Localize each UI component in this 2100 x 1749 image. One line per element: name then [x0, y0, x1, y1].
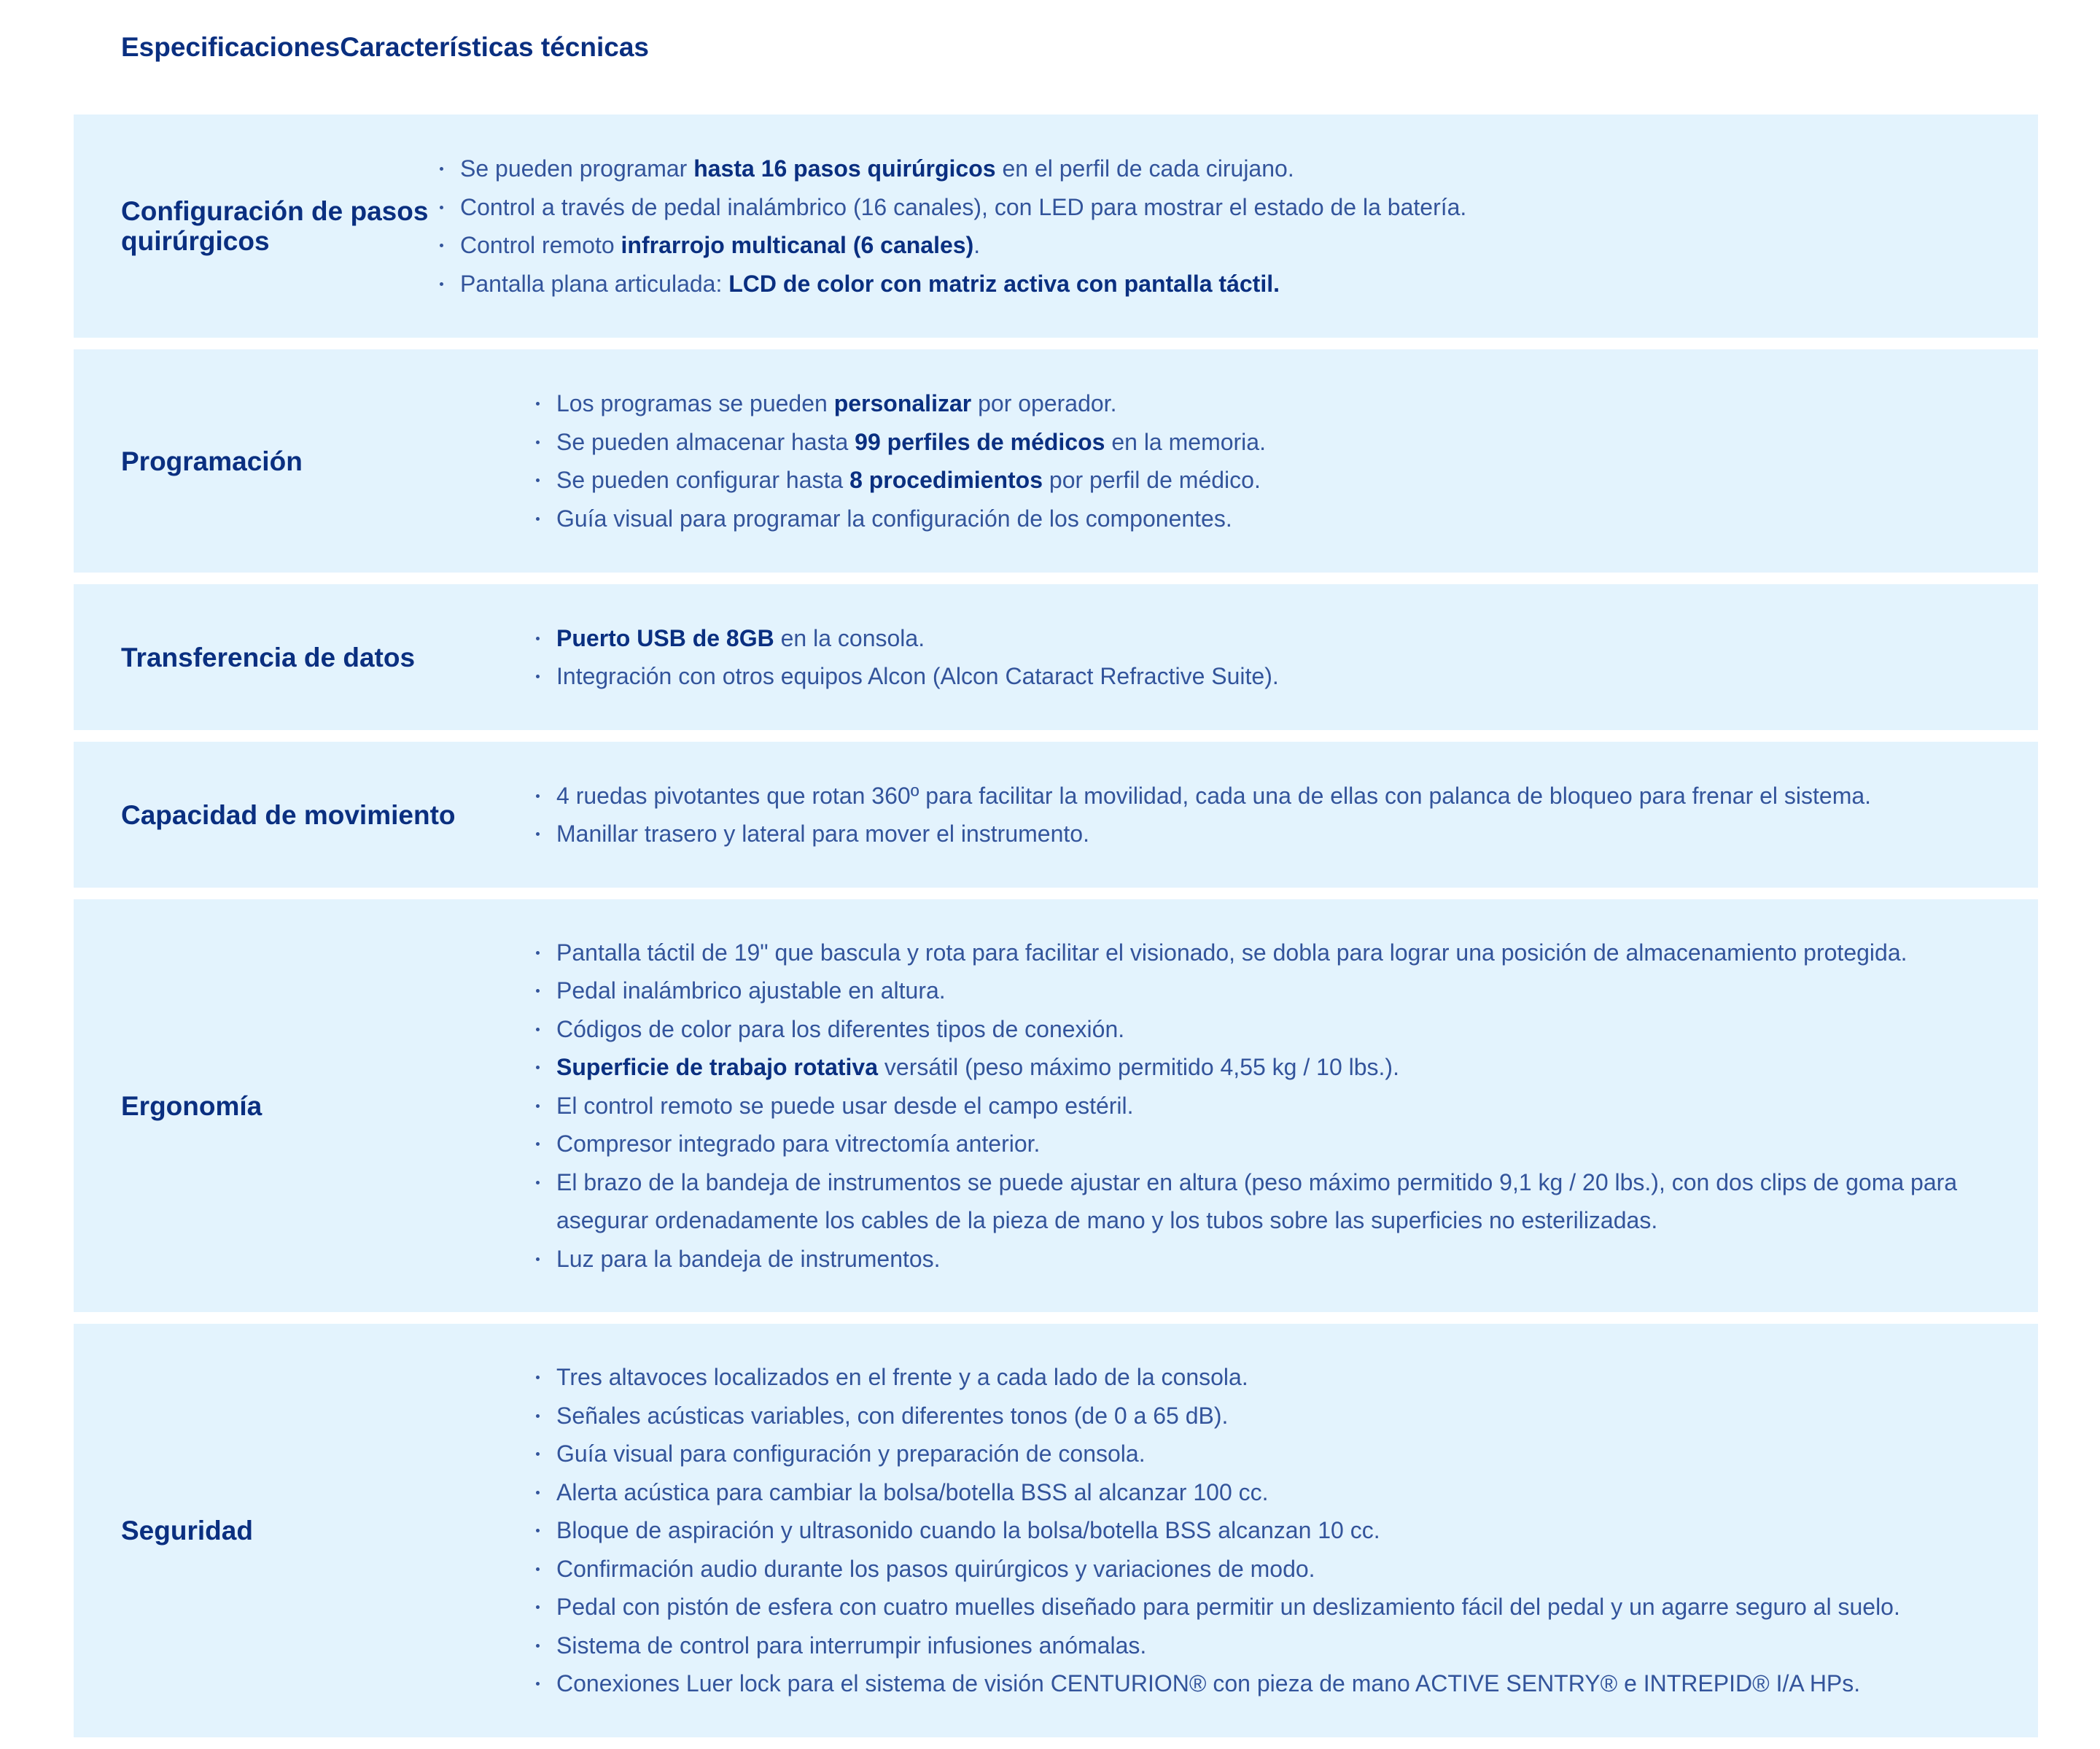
spec-row	[74, 349, 2038, 573]
list-item	[438, 226, 1994, 265]
list-item	[534, 1511, 1994, 1550]
spec-row-label: Configuración de pasos quirúrgicos	[121, 196, 429, 256]
list-item	[534, 815, 1994, 853]
item-text: .	[973, 232, 981, 258]
item-text: en la consola.	[774, 624, 925, 651]
item-text: El control remoto se puede usar desde el campo estéril.	[556, 1092, 1134, 1119]
item-text: en el perfil de cada cirujano.	[995, 155, 1294, 182]
item-text: versátil (peso máximo permitido 4,55 kg / 10 lbs.).	[878, 1054, 1399, 1081]
list-item	[438, 188, 1994, 227]
item-text: Señales acústicas variables, con diferentes tonos (de 0 a 65 dB).	[556, 1402, 1229, 1429]
list-item	[534, 1435, 1994, 1473]
emphasis-text: Puerto USB de 8GB	[556, 624, 774, 651]
item-text: Guía visual para configuración y preparación de consola.	[556, 1440, 1146, 1467]
spec-row-list	[534, 619, 2038, 696]
list-item	[534, 1358, 1994, 1397]
item-text: Alerta acústica para cambiar la bolsa/botella BSS al alcanzar 100 cc.	[556, 1478, 1269, 1505]
list-item	[534, 1163, 1994, 1240]
list-item	[534, 1125, 1994, 1163]
emphasis-text: LCD de color con matriz activa con pantalla táctil.	[728, 270, 1280, 297]
item-text: por operador.	[971, 390, 1117, 416]
spec-row	[74, 899, 2038, 1312]
spec-row-label: Seguridad	[121, 1516, 253, 1546]
list-item	[534, 1473, 1994, 1512]
item-text: Sistema de control para interrumpir infusiones anómalas.	[556, 1632, 1147, 1659]
list-item	[534, 500, 1994, 538]
item-text: Se pueden almacenar hasta	[556, 428, 855, 455]
item-text: El brazo de la bandeja de instrumentos se puede ajustar en altura (peso máximo permitido 9,1 kg / 20 lbs.), con dos clips de goma para asegurar ordenadamente los cables de la pieza de mano y los tubos sobre las superficies no esterilizadas.	[556, 1168, 1958, 1234]
item-text: 4 ruedas pivotantes que rotan 360º para facilitar la movilidad, cada una de ellas con palanca de bloqueo para frenar el sistema.	[556, 782, 1872, 809]
spec-row-label: Programación	[121, 446, 303, 476]
item-text: Pedal con pistón de esfera con cuatro muelles diseñado para permitir un deslizamiento fácil del pedal y un agarre seguro al suelo.	[556, 1594, 1900, 1621]
emphasis-text: 99 perfiles de médicos	[855, 428, 1105, 455]
list-item	[534, 1626, 1994, 1665]
list-item	[534, 777, 1994, 815]
spec-row-label: Ergonomía	[121, 1090, 262, 1121]
list-item	[534, 461, 1994, 500]
emphasis-text: hasta 16 pasos quirúrgicos	[693, 155, 996, 182]
spec-row-list	[534, 934, 2038, 1279]
list-item	[534, 972, 1994, 1010]
item-text: en la memoria.	[1105, 428, 1266, 455]
spec-row-list	[534, 777, 2038, 853]
spec-row-label: Transferencia de datos	[121, 642, 416, 672]
item-text: Se pueden programar	[460, 155, 694, 182]
spec-row	[74, 742, 2038, 888]
spec-table	[74, 115, 2038, 1749]
emphasis-text: personalizar	[833, 390, 972, 416]
spec-row-list	[438, 150, 2038, 303]
item-text: Códigos de color para los diferentes tipos de conexión.	[556, 1015, 1125, 1042]
item-text: Pedal inalámbrico ajustable en altura.	[556, 977, 946, 1004]
list-item	[534, 657, 1994, 696]
item-text: Conexiones Luer lock para el sistema de visión CENTURION® con pieza de mano ACTIVE SENTRY® e INTREPID® I/A HPs.	[556, 1670, 1861, 1697]
spec-row-list	[534, 384, 2038, 538]
item-text: Luz para la bandeja de instrumentos.	[556, 1245, 941, 1272]
emphasis-text: Superficie de trabajo rotativa	[556, 1054, 879, 1081]
list-item	[534, 1664, 1994, 1703]
list-item	[534, 1240, 1994, 1279]
list-item	[534, 1397, 1994, 1435]
item-text: por perfil de médico.	[1043, 467, 1261, 493]
list-item	[438, 265, 1994, 303]
item-text: Se pueden configurar hasta	[556, 467, 850, 493]
list-item	[438, 150, 1994, 188]
page-title: EspecificacionesCaracterísticas técnicas	[121, 32, 649, 62]
list-item	[534, 384, 1994, 423]
item-text: Control remoto	[460, 232, 621, 258]
emphasis-text: 8 procedimientos	[849, 467, 1043, 493]
list-item	[534, 1087, 1994, 1125]
list-item	[534, 619, 1994, 658]
list-item	[534, 1550, 1994, 1589]
item-text: Bloque de aspiración y ultrasonido cuando la bolsa/botella BSS alcanzan 10 cc.	[556, 1517, 1380, 1544]
item-text: Guía visual para programar la configuración de los componentes.	[556, 505, 1232, 532]
spec-row	[74, 584, 2038, 730]
item-text: Pantalla plana articulada:	[460, 270, 729, 297]
item-text: Los programas se pueden	[556, 390, 834, 416]
spec-row-label: Capacidad de movimiento	[121, 799, 456, 830]
list-item	[534, 1588, 1994, 1626]
item-text: Confirmación audio durante los pasos quirúrgicos y variaciones de modo.	[556, 1555, 1315, 1582]
item-text: Tres altavoces localizados en el frente y a cada lado de la consola.	[556, 1364, 1248, 1391]
spec-row	[74, 115, 2038, 338]
item-text: Control a través de pedal inalámbrico (16 canales), con LED para mostrar el estado de la batería.	[460, 193, 1467, 220]
item-text: Compresor integrado para vitrectomía anterior.	[556, 1131, 1041, 1157]
list-item	[534, 1048, 1994, 1087]
list-item	[534, 423, 1994, 462]
spec-row	[74, 1324, 2038, 1737]
emphasis-text: infrarrojo multicanal (6 canales)	[621, 232, 974, 258]
list-item	[534, 1010, 1994, 1049]
list-item	[534, 934, 1994, 972]
item-text: Pantalla táctil de 19" que bascula y rota para facilitar el visionado, se dobla para lograr una posición de almacenamiento protegida.	[556, 939, 1908, 966]
spec-row-list	[534, 1358, 2038, 1703]
item-text: Integración con otros equipos Alcon (Alcon Cataract Refractive Suite).	[556, 663, 1279, 689]
item-text: Manillar trasero y lateral para mover el instrumento.	[556, 821, 1089, 847]
